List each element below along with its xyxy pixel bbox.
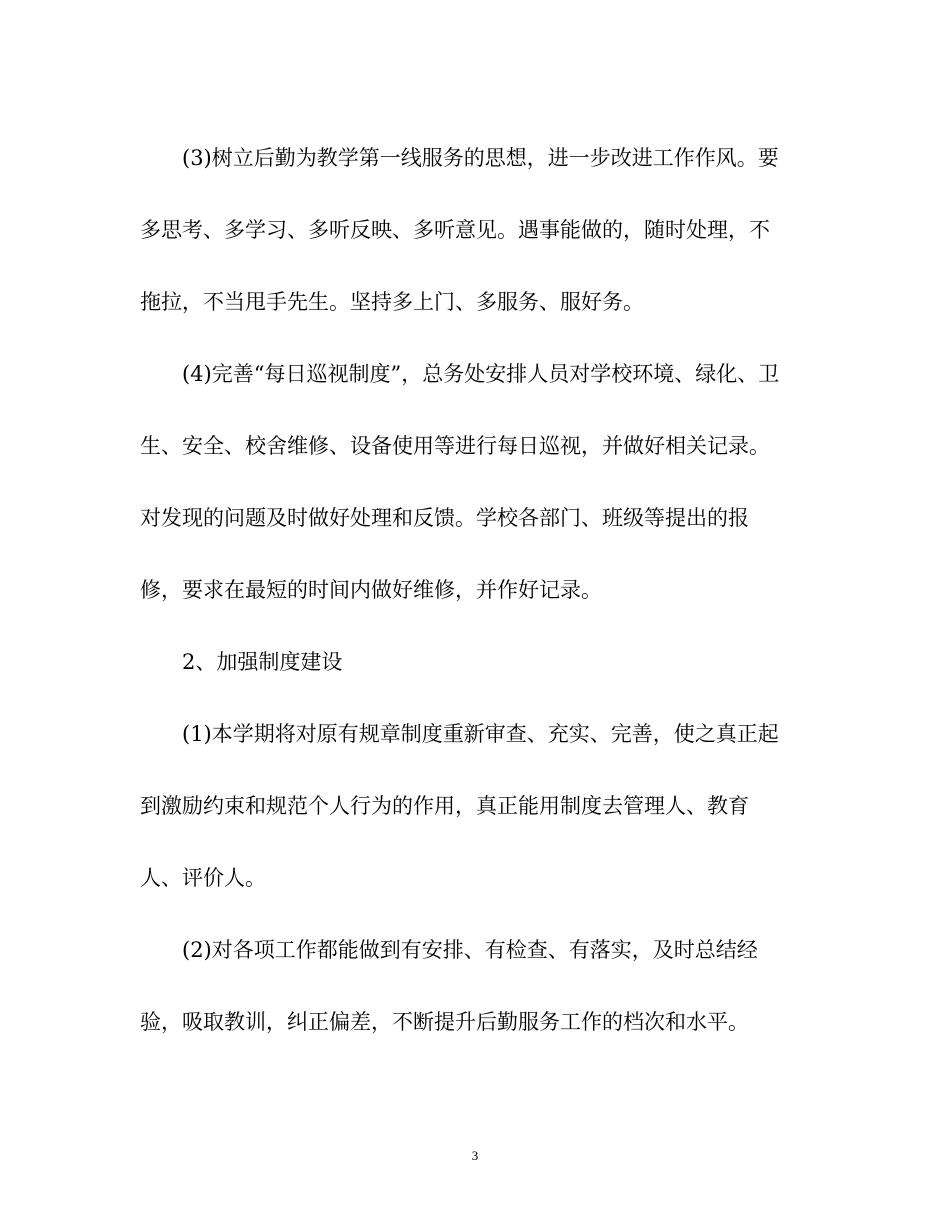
document-body (140, 140, 810, 1076)
text-line: (4)完善“每日巡视制度”，总务处安排人员对学校环境、绿化、卫 (182, 362, 780, 386)
text-line: 到激励约束和规范个人行为的作用，真正能用制度去管理人、教育 (140, 794, 749, 818)
paragraph-item-4 (140, 356, 810, 608)
text-line: 对发现的问题及时做好处理和反馈。学校各部门、班级等提出的报 (140, 506, 749, 530)
text-line: 修，要求在最短的时间内做好维修，并作好记录。 (140, 578, 602, 602)
text-line: 验，吸取教训，纠正偏差，不断提升后勤服务工作的档次和水平。 (140, 1010, 749, 1034)
paragraph-item-3 (140, 140, 810, 320)
text-line: 拖拉，不当甩手先生。坚持多上门、多服务、服好务。 (140, 290, 644, 314)
heading-text: 2、加强制度建设 (182, 650, 343, 674)
text-line: (3)树立后勤为教学第一线服务的思想，进一步改进工作作风。要 (182, 146, 779, 170)
page-number: 3 (471, 1148, 479, 1163)
text-line: 多思考、多学习、多听反映、多听意见。遇事能做的，随时处理，不 (140, 218, 770, 242)
section-heading (140, 644, 810, 680)
text-line: (1)本学期将对原有规章制度重新审查、充实、完善，使之真正起 (182, 722, 779, 746)
paragraph-item-1 (140, 716, 810, 896)
text-line: 人、评价人。 (140, 866, 266, 890)
text-line: 生、安全、校舍维修、设备使用等进行每日巡视，并做好相关记录。 (140, 434, 770, 458)
text-line: (2)对各项工作都能做到有安排、有检查、有落实，及时总结经 (182, 938, 758, 962)
paragraph-item-2 (140, 932, 810, 1040)
